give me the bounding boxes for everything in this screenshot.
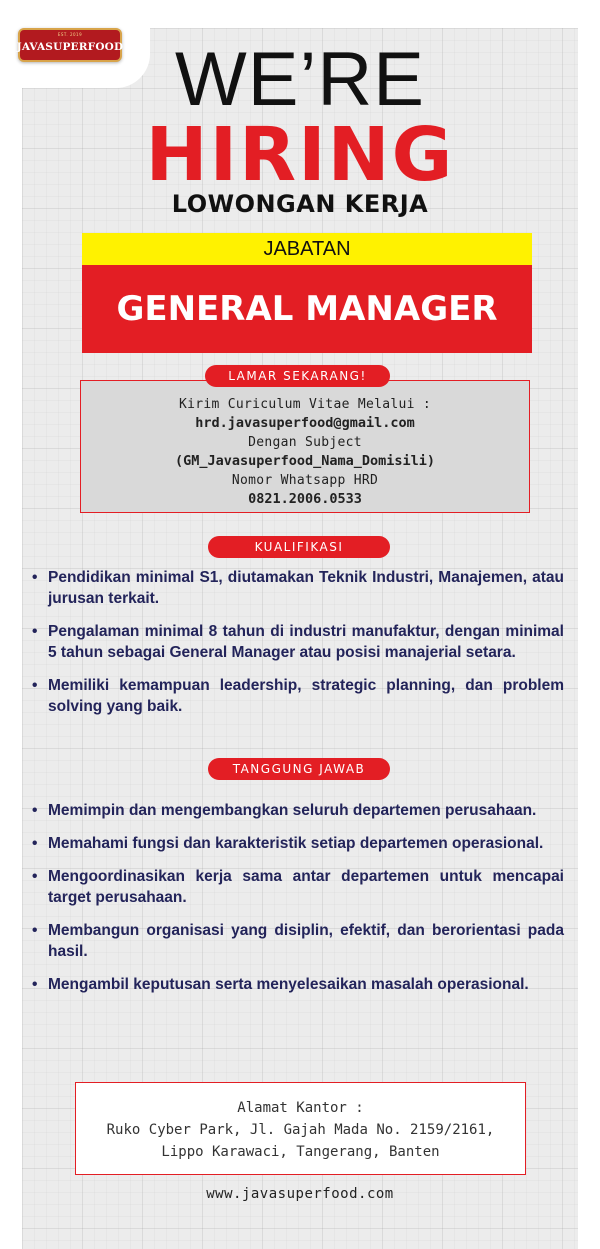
qualification-text: Memiliki kemampuan leadership, strategic planning, dan problem solving yang baik. (48, 677, 564, 715)
email-subject: (GM_Javasuperfood_Nama_Domisili) (174, 453, 436, 469)
bullet-dot-icon: • (32, 677, 38, 694)
responsibility-text: Mengambil keputusan serta menyelesaikan masalah operasional. (48, 976, 529, 993)
list-item (32, 974, 564, 995)
job-title-bar (82, 265, 532, 353)
bullet-dot-icon: • (32, 835, 38, 852)
whatsapp-number[interactable]: 0821.2006.0533 (248, 491, 362, 507)
website-link[interactable]: www.javasuperfood.com (206, 1186, 394, 1202)
list-item (32, 866, 564, 908)
responsibility-text: Memahami fungsi dan karakteristik setiap departemen operasional. (48, 835, 544, 852)
bullet-dot-icon: • (32, 802, 38, 819)
address-label: Alamat Kantor : (237, 1100, 364, 1116)
bullet-dot-icon: • (32, 569, 38, 586)
responsibilities-label: TANGGUNG JAWAB (232, 762, 366, 776)
bullet-dot-icon: • (32, 976, 38, 993)
headline-hiring: HIRING (145, 112, 455, 198)
responsibility-text: Memimpin dan mengembangkan seluruh departemen perusahaan. (48, 802, 537, 819)
qualification-text: Pengalaman minimal 8 tahun di industri manufaktur, dengan minimal 5 tahun sebagai General Manager atau posisi manajerial setara. (48, 623, 564, 661)
subject-label: Dengan Subject (248, 435, 362, 450)
list-item (32, 567, 564, 609)
bullet-dot-icon: • (32, 623, 38, 640)
logo-tagline: EST. 2019 (57, 32, 83, 37)
responsibility-text: Mengoordinasikan kerja sama antar departemen untuk mencapai target perusahaan. (48, 868, 564, 906)
bullet-dot-icon: • (32, 922, 38, 939)
job-label-bar (82, 233, 532, 265)
contact-box (80, 380, 530, 513)
qualifications-label: KUALIFIKASI (254, 540, 344, 554)
qualifications-list (32, 567, 564, 717)
cv-send-label: Kirim Curiculum Vitae Melalui : (179, 397, 431, 412)
list-item (32, 800, 564, 821)
list-item (32, 833, 564, 854)
list-item (32, 621, 564, 663)
apply-now-label: LAMAR SEKARANG! (228, 369, 367, 383)
logo-text: JAVASUPERFOOD (16, 41, 124, 53)
apply-now-pill (205, 365, 390, 387)
headline-subtitle: LOWONGAN KERJA (171, 190, 429, 218)
address-line-2: Lippo Karawaci, Tangerang, Banten (161, 1144, 440, 1160)
whatsapp-label: Nomor Whatsapp HRD (231, 473, 379, 488)
address-line-1: Ruko Cyber Park, Jl. Gajah Mada No. 2159/2161, (106, 1122, 495, 1138)
headline-were: WE’RE (175, 37, 425, 122)
qualifications-pill (208, 536, 390, 558)
job-label: JABATAN (263, 237, 351, 260)
qualification-text: Pendidikan minimal S1, diutamakan Teknik Industri, Manajemen, atau jurusan terkait. (48, 569, 564, 607)
responsibility-text: Membangun organisasi yang disiplin, efektif, dan berorientasi pada hasil. (48, 922, 564, 960)
job-title: GENERAL MANAGER (116, 289, 498, 329)
bullet-dot-icon: • (32, 868, 38, 885)
list-item (32, 920, 564, 962)
office-address-box (75, 1082, 526, 1175)
responsibilities-pill (208, 758, 390, 780)
list-item (32, 675, 564, 717)
hr-email[interactable]: hrd.javasuperfood@gmail.com (195, 415, 415, 431)
responsibilities-list (32, 800, 564, 995)
